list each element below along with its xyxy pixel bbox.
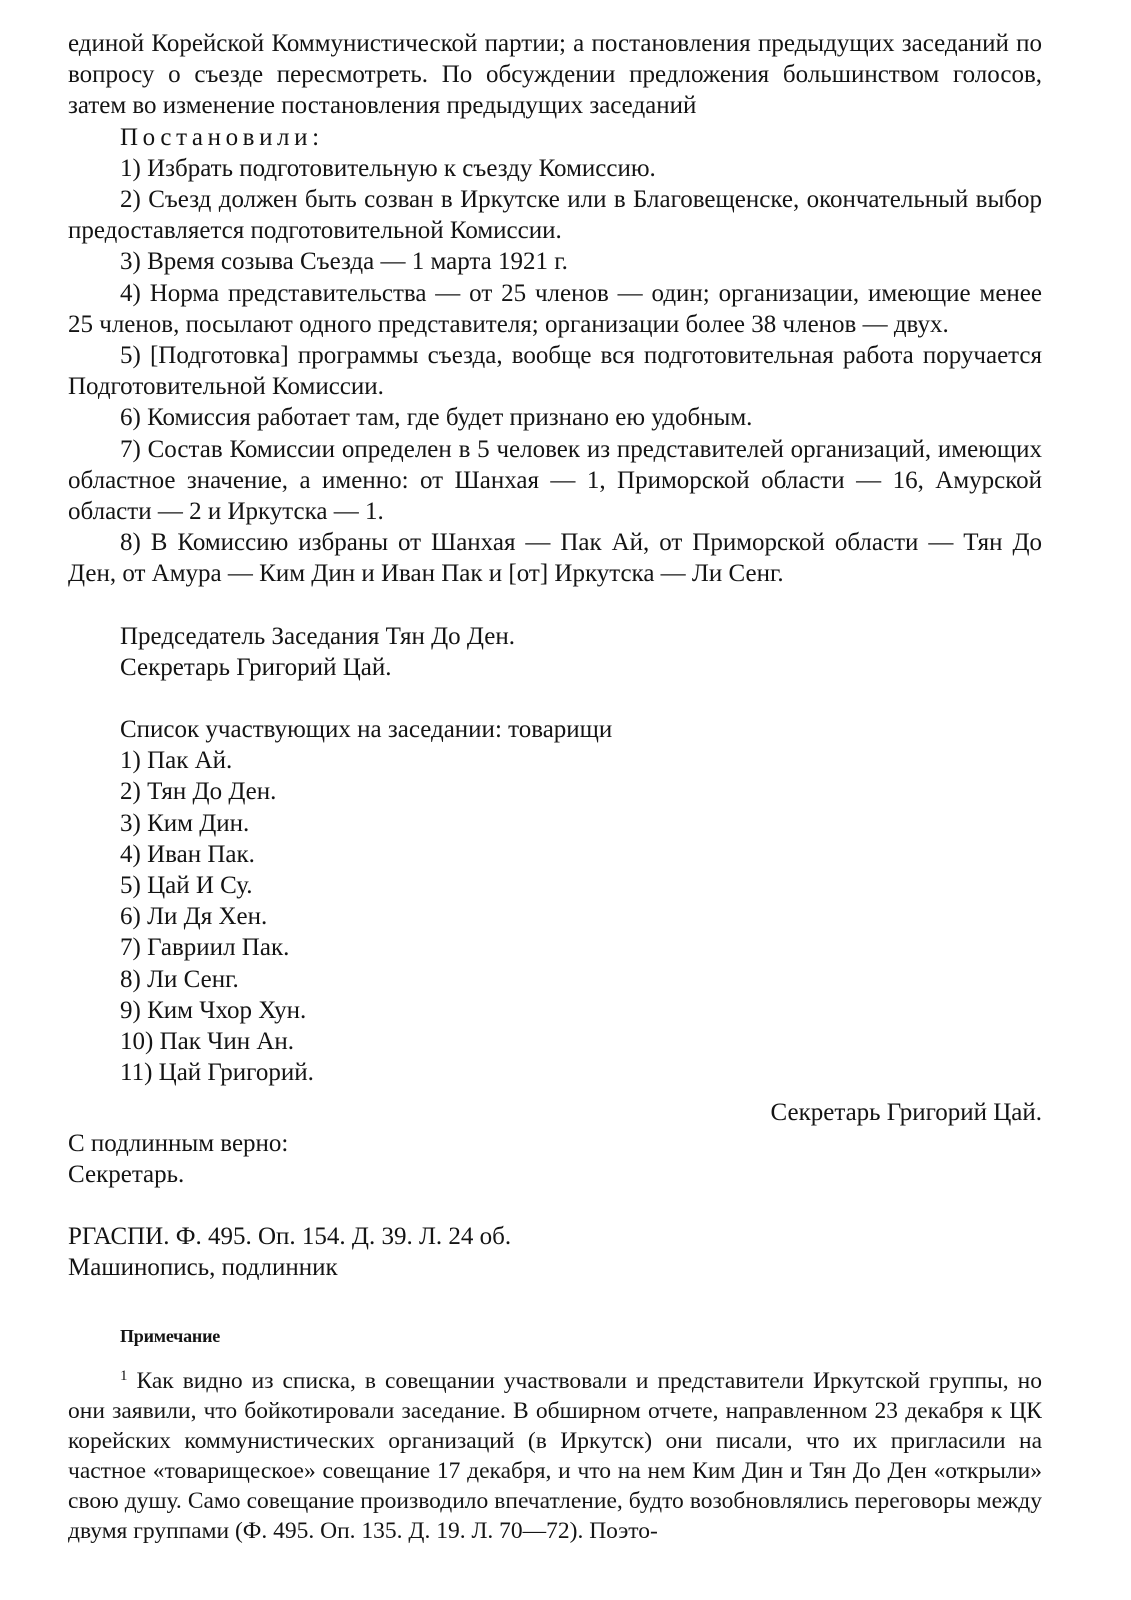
participant-item: 3) Ким Дин. (120, 809, 250, 837)
participant-item: 8) Ли Сенг. (120, 965, 239, 993)
participant-item: 2) Тян До Ден. (120, 778, 277, 806)
participant-item: 1) Пак Ай. (120, 747, 233, 775)
document-body (68, 28, 1042, 1284)
signatures-block (68, 621, 1042, 683)
resolution-point-2: 2) Съезд должен быть созван в Иркутске или в Благовещенске, окончательный выбор предоставляется подготовительной Комиссии. (68, 186, 1042, 245)
participant-item: 5) Цай И Су. (120, 872, 253, 900)
participant-item: 4) Иван Пак. (120, 840, 255, 868)
resolution-point-8: 8) В Комиссию избраны от Шанхая — Пак Ай, от Приморской области — Тян До Ден, от Амура — Ким Дин и Иван Пак и [от] Иркутска — Ли Сенг. (68, 529, 1042, 588)
archive-type: Машинопись, подлинник (68, 1254, 338, 1282)
spacer (68, 683, 1042, 714)
resolution-point-6: 6) Комиссия работает там, где будет признано ею удобным. (120, 404, 753, 432)
spacer (68, 590, 1042, 621)
resolution-point-4: 4) Норма представительства — от 25 членов — один; организации, имеющие менее 25 членов, посылают одного представителя; организации более 38 членов — двух. (68, 279, 1042, 338)
certified-by-line: Секретарь. (68, 1160, 185, 1188)
participants-title: Список участвующих на заседании: товарищи (120, 716, 613, 744)
document-page (68, 28, 1042, 1546)
certified-line: С подлинным верно: (68, 1129, 289, 1157)
resolution-point-7: 7) Состав Комиссии определен в 5 человек из представителей организаций, имеющих областное значение, а именно: от Шанхая — 1, Приморской области — 16, Амурской области — 2 и Иркутска — 1. (68, 435, 1042, 526)
participants-list (68, 714, 1042, 1088)
participant-item: 6) Ли Дя Хен. (120, 903, 268, 931)
note-heading: Примечание (120, 1325, 221, 1346)
resolution-point-5: 5) [Подготовка] программы съезда, вообще вся подготовительная работа поручается Подготовительной Комиссии. (68, 342, 1042, 401)
footnote-mark: 1 (120, 1367, 128, 1384)
participant-item: 10) Пак Чин Ан. (120, 1028, 295, 1056)
spacer (68, 1190, 1042, 1221)
intro-paragraph: единой Корейской Коммунистической партии; а постановления предыдущих заседаний по вопросу о съезде пересмотреть. По обсуждении предложения большинством голосов, затем во изменение постановления предыдущих заседаний (68, 30, 1042, 120)
resolution-point-3: 3) Время созыва Съезда — 1 марта 1921 г. (120, 248, 568, 276)
footnote-block (68, 1366, 1042, 1546)
archive-reference: РГАСПИ. Ф. 495. Оп. 154. Д. 39. Л. 24 об. (68, 1223, 512, 1251)
resolution-point-1: 1) Избрать подготовительную к съезду Комиссию. (120, 154, 656, 182)
participant-item: 7) Гавриил Пак. (120, 934, 290, 962)
secretary-line: Секретарь Григорий Цай. (120, 653, 392, 681)
participant-item: 9) Ким Чхор Хун. (120, 996, 307, 1024)
secretary-signature: Секретарь Григорий Цай. (770, 1098, 1042, 1126)
participant-item: 11) Цай Григорий. (120, 1059, 314, 1087)
footnote-text: Как видно из списка, в совещании участвовали и представители Иркутской группы, но они заявили, что бойкотировали заседание. В обширном отчете, направленном 23 декабря к ЦК корейских коммунистических организаций (в Иркутск) они писали, что их пригласили на частное «товарищеское» совещание 17 декабря, и что на нем Ким Дин и Тян До Ден «открыли» свою душу. Само совещание производило впечатление, будто возобновлялись переговоры между двумя группами (Ф. 495. Оп. 135. Д. 19. Л. 70—72). Поэто- (68, 1367, 1043, 1544)
resolved-heading: Постановили: (120, 123, 324, 151)
footnote-paragraph (68, 1366, 1042, 1546)
chairman-line: Председатель Заседания Тян До Ден. (120, 622, 515, 650)
